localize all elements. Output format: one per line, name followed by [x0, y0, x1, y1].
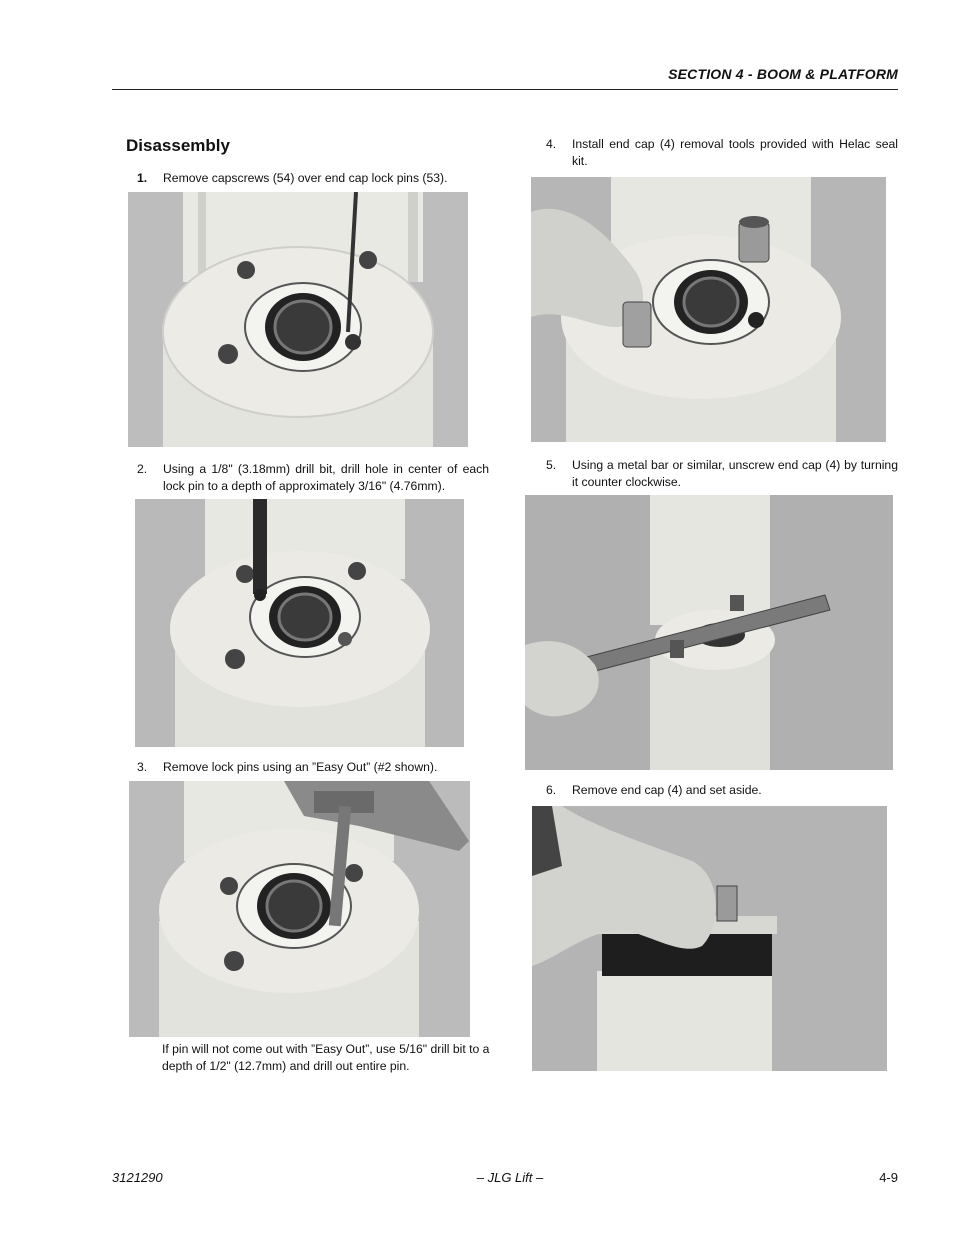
step-3-text: Remove lock pins using an ”Easy Out” (#2 shown). [163, 760, 438, 774]
step-3-number: 3. [137, 760, 148, 774]
step-5-number: 5. [546, 458, 557, 472]
step-1-number: 1. [137, 171, 148, 185]
step-4-text: Install end cap (4) removal tools provided with Helac seal kit. [572, 137, 898, 168]
photo-step-3 [129, 781, 470, 1037]
step-4 [546, 136, 898, 172]
page-heading: Disassembly [126, 136, 230, 155]
section-title: SECTION 4 - BOOM & PLATFORM [668, 66, 898, 82]
step-3 [137, 759, 489, 777]
step-4-number: 4. [546, 137, 557, 151]
footer-doc-number: 3121290 [112, 1170, 163, 1185]
step-6-text: Remove end cap (4) and set aside. [572, 783, 762, 797]
step-6-number: 6. [546, 783, 557, 797]
step-6 [546, 782, 898, 800]
footer-center-text: – JLG Lift – [476, 1170, 544, 1185]
photo-step-5 [525, 495, 893, 770]
header-rule [112, 89, 898, 90]
step-5 [546, 457, 898, 493]
step-5-text: Using a metal bar or similar, unscrew end cap (4) by turning it counter clockwise. [572, 458, 898, 489]
photo-step-6 [532, 806, 887, 1071]
note [162, 1041, 492, 1077]
footer-page-number: 4-9 [879, 1170, 898, 1185]
note-text: If pin will not come out with ”Easy Out”, use 5/16" drill bit to a depth of 1/2" (12.7mm) and drill out entire pin. [162, 1042, 490, 1073]
step-2-number: 2. [137, 462, 148, 476]
step-1 [137, 170, 492, 188]
photo-step-4 [531, 177, 886, 442]
photo-step-2 [135, 499, 464, 747]
step-2-text: Using a 1/8" (3.18mm) drill bit, drill hole in center of each lock pin to a depth of approximately 3/16" (4.76mm). [163, 462, 489, 493]
step-2 [137, 461, 489, 497]
photo-step-1 [128, 192, 468, 447]
step-1-text: Remove capscrews (54) over end cap lock pins (53). [163, 171, 448, 185]
